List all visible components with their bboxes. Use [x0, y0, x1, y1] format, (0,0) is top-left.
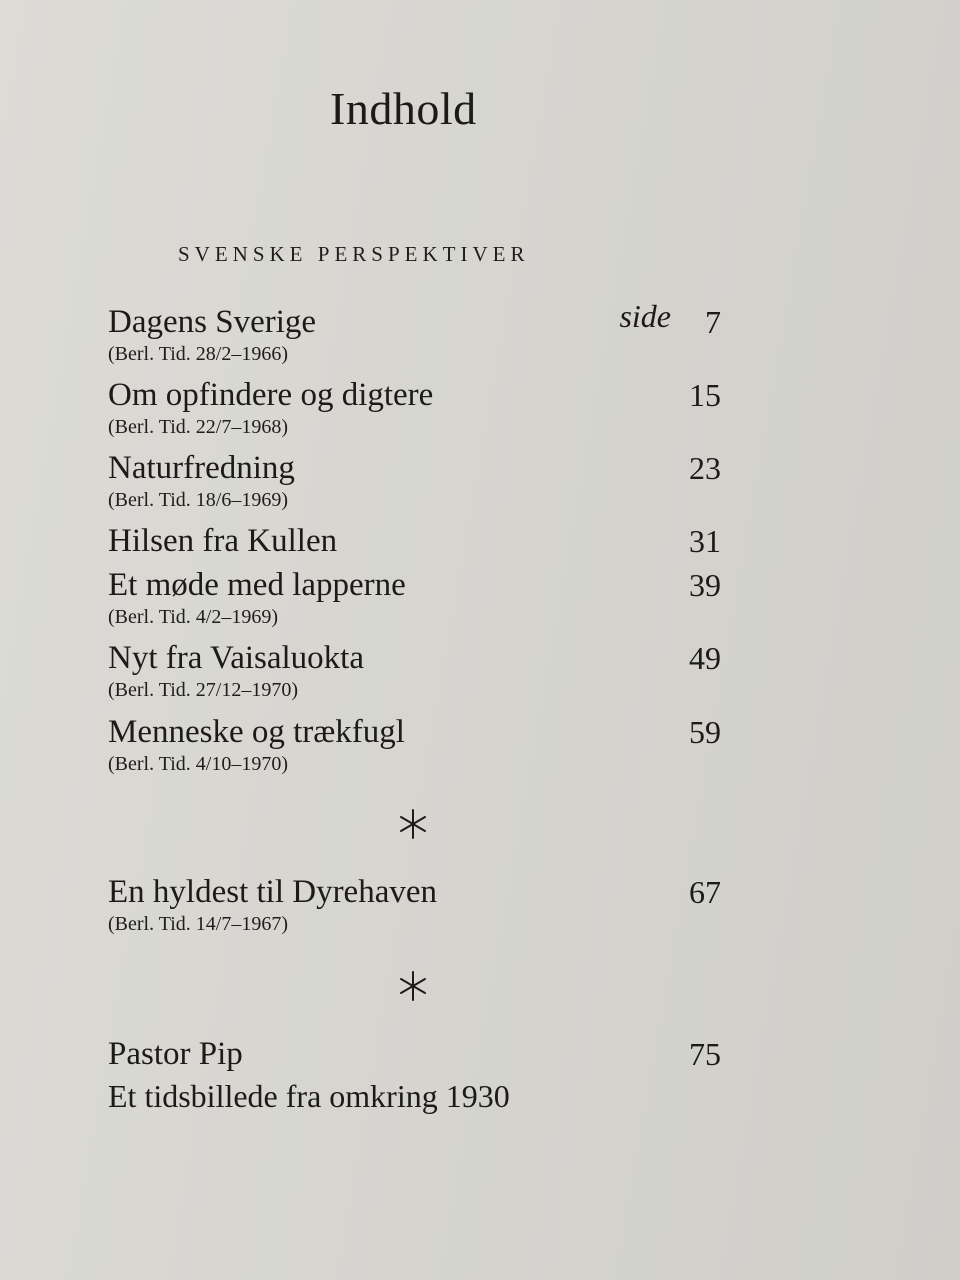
entry-source: (Berl. Tid. 4/10–1970) [108, 753, 289, 775]
entry-title: Naturfredning [108, 450, 295, 486]
entry-page-number: 31 [689, 523, 721, 559]
entry-source: (Berl. Tid. 14/7–1967) [108, 913, 289, 935]
entry-title: Om opfindere og digtere [108, 377, 434, 413]
entry-title: En hyldest til Dyrehaven [108, 874, 438, 910]
toc-entry [108, 521, 723, 561]
toc-entry [108, 375, 723, 439]
entry-source: (Berl. Tid. 27/12–1970) [108, 679, 299, 701]
entry-title: Menneske og trækfugl [108, 714, 405, 750]
entry-page-number: 49 [689, 640, 721, 676]
entry-title: Dagens Sverige [108, 304, 317, 340]
asterisk-divider-icon [395, 806, 431, 842]
section-heading: SVENSKE PERSPEKTIVER [178, 242, 530, 266]
toc-entry [108, 872, 723, 936]
entry-source: (Berl. Tid. 22/7–1968) [108, 416, 289, 438]
toc-entry [108, 712, 723, 776]
entry-title: Hilsen fra Kullen [108, 523, 338, 559]
entry-page-number: 15 [689, 377, 721, 413]
asterisk-divider-icon [395, 968, 431, 1004]
side-label: side [619, 298, 671, 334]
entry-title: Pastor Pip [108, 1036, 243, 1072]
entry-page-number: 39 [689, 567, 721, 603]
entry-page-number: 75 [689, 1036, 721, 1072]
toc-entry [108, 565, 723, 629]
toc-entry [108, 448, 723, 512]
entry-page-number: 59 [689, 714, 721, 750]
entry-subtitle: Et tidsbillede fra omkring 1930 [108, 1078, 510, 1114]
entry-page-number: 23 [689, 450, 721, 486]
entry-page-number: 67 [689, 874, 721, 910]
page-title: Indhold [330, 83, 477, 134]
entry-title: Et møde med lapperne [108, 567, 406, 603]
toc-entry [108, 1034, 723, 1116]
entry-source: (Berl. Tid. 18/6–1969) [108, 489, 289, 511]
toc-entry [108, 638, 723, 702]
entry-page-number: 7 [705, 304, 721, 340]
entry-source: (Berl. Tid. 28/2–1966) [108, 343, 289, 365]
entry-title: Nyt fra Vaisaluokta [108, 640, 364, 676]
toc-entry [108, 298, 723, 366]
entry-source: (Berl. Tid. 4/2–1969) [108, 606, 279, 628]
